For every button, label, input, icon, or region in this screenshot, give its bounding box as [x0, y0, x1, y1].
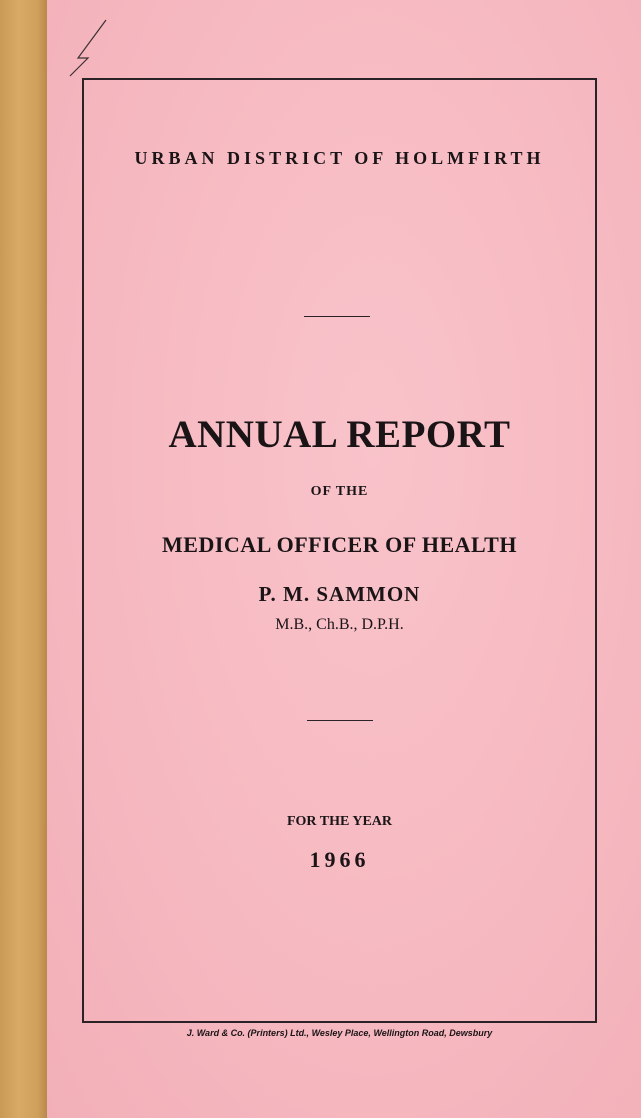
report-title: ANNUAL REPORT	[168, 413, 511, 456]
officer-title: MEDICAL OFFICER OF HEALTH	[162, 532, 517, 557]
divider-bottom	[307, 720, 373, 721]
binding-strip	[0, 0, 47, 1118]
printer-imprint: J. Ward & Co. (Printers) Ltd., Wesley Place, Wellington Road, Dewsbury	[186, 1028, 493, 1038]
district-heading: URBAN DISTRICT OF HOLMFIRTH	[134, 148, 545, 168]
of-the-label: OF THE	[310, 484, 369, 499]
pencil-mark	[60, 18, 110, 78]
report-year: 1966	[309, 847, 370, 872]
officer-name: P. M. SAMMON	[258, 582, 421, 606]
for-the-year-label: FOR THE YEAR	[286, 814, 392, 829]
divider-top	[304, 316, 370, 317]
officer-qualifications: M.B., Ch.B., D.P.H.	[275, 616, 404, 633]
